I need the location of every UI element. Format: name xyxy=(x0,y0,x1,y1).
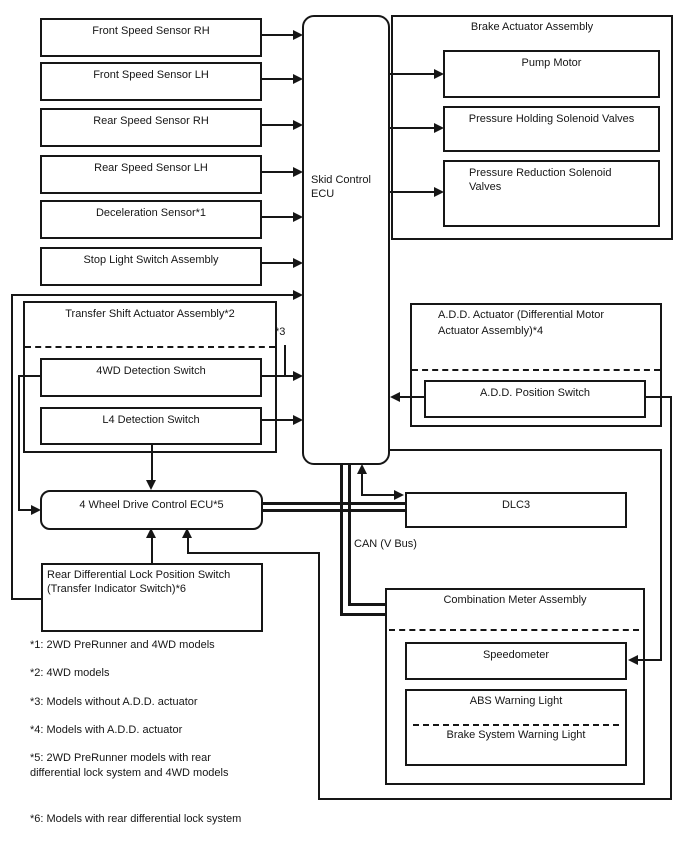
wire-addpos-4wdecu-5 xyxy=(187,552,320,554)
arrowhead-l4-detection-skid xyxy=(293,415,303,425)
transfer-shift-actuator-assembly-box: Transfer Shift Actuator Assembly*2 xyxy=(23,301,277,453)
star3-label: *3 xyxy=(275,326,286,338)
wire-reardiff-4wdecu xyxy=(151,537,153,563)
wire-rear-speed-lh xyxy=(262,171,293,173)
transfer-assembly-divider xyxy=(25,346,275,348)
arrowhead-front-speed-lh xyxy=(293,74,303,84)
wire-addpos-4wdecu-6 xyxy=(187,537,189,554)
dlc3-box: DLC3 xyxy=(405,492,627,528)
wire-skid-speedo-top xyxy=(390,449,662,451)
arrowhead-skid-dlc3-up xyxy=(357,464,367,474)
note-3: *3: Models without A.D.D. actuator xyxy=(30,696,198,708)
front-speed-sensor-rh-box: Front Speed Sensor RH xyxy=(40,18,262,57)
pressure-reduction-valves-label: Pressure Reduction Solenoid Valves xyxy=(469,167,612,193)
wire-front-speed-lh xyxy=(262,78,293,80)
front-speed-sensor-lh-box: Front Speed Sensor LH xyxy=(40,62,262,101)
arrowhead-addpos-4wdecu xyxy=(182,528,192,538)
star3-tick xyxy=(284,345,286,376)
wire-stop-light-switch xyxy=(262,262,293,264)
arrowhead-4wd-detection-skid xyxy=(293,371,303,381)
add-actuator-divider xyxy=(412,369,660,371)
wire-4wddet-4wdecu-top xyxy=(18,375,42,377)
wire-addpos-4wdecu-1 xyxy=(646,396,672,398)
arrowhead-reardiff-4wdecu xyxy=(146,528,156,538)
warning-lights-divider xyxy=(413,724,619,726)
abs-warning-light-label: ABS Warning Light xyxy=(469,695,563,707)
wire-deceleration-sensor xyxy=(262,216,293,218)
wire-addpos-4wdecu-2 xyxy=(670,396,672,800)
pressure-holding-valves-box: Pressure Holding Solenoid Valves xyxy=(443,106,660,152)
arrowhead-4wddet-4wdecu xyxy=(31,505,41,515)
can-bus-vertical-2 xyxy=(348,465,351,606)
arrowhead-rear-speed-lh xyxy=(293,167,303,177)
wire-4wd-detection-skid xyxy=(262,375,293,377)
can-bus-bend-2 xyxy=(340,613,386,616)
combination-meter-assembly-box: Combination Meter Assembly xyxy=(385,588,645,785)
wire-addpos-4wdecu-3 xyxy=(318,798,672,800)
wire-pump-motor xyxy=(390,73,434,75)
wire-reardiff-skid-top xyxy=(11,294,293,296)
wire-reardiff-skid-bottom xyxy=(11,598,41,600)
brake-system-warning-light-label: Brake System Warning Light xyxy=(446,729,586,741)
note-2: *2: 4WD models xyxy=(30,667,110,679)
add-actuator-title: A.D.D. Actuator (Differential Motor Actuator Assembly)*4 xyxy=(438,309,605,337)
rear-speed-sensor-rh-box: Rear Speed Sensor RH xyxy=(40,108,262,147)
arrowhead-stop-light xyxy=(293,258,303,268)
stop-light-switch-box: Stop Light Switch Assembly xyxy=(40,247,262,286)
deceleration-sensor-box: Deceleration Sensor*1 xyxy=(40,200,262,239)
arrowhead-speedometer xyxy=(628,655,638,665)
note-5: *5: 2WD PreRunner models with rear differential lock system and 4WD models xyxy=(30,752,229,779)
wire-front-speed-rh xyxy=(262,34,293,36)
arrowhead-transfer-4wdecu xyxy=(146,480,156,490)
wire-skid-speedo-elbow xyxy=(637,659,662,661)
wire-addpos-4wdecu-4 xyxy=(318,552,320,800)
pump-motor-box: Pump Motor xyxy=(443,50,660,98)
note-6: *6: Models with rear differential lock system xyxy=(30,813,242,825)
arrowhead-skid-dlc3-right xyxy=(394,490,404,500)
l4-detection-switch-box: L4 Detection Switch xyxy=(40,407,262,445)
warning-lights-box xyxy=(405,689,627,766)
can-bus-bend-1 xyxy=(348,603,386,606)
can-bus-vertical-1 xyxy=(340,465,343,616)
can-bus-label: CAN (V Bus) xyxy=(354,538,417,550)
arrowhead-rear-speed-rh xyxy=(293,120,303,130)
note-1: *1: 2WD PreRunner and 4WD models xyxy=(30,639,215,651)
wire-skid-speedo-vertical xyxy=(660,449,662,661)
wire-pressure-reduction xyxy=(390,191,434,193)
four-wheel-drive-control-ecu-box: 4 Wheel Drive Control ECU*5 xyxy=(40,490,263,530)
skid-control-ecu-label: Skid Control ECU xyxy=(311,174,371,200)
arrowhead-front-speed-rh xyxy=(293,30,303,40)
arrowhead-addpos-skid xyxy=(390,392,400,402)
wire-reardiff-skid-vertical xyxy=(11,294,13,600)
4wd-detection-switch-box: 4WD Detection Switch xyxy=(40,358,262,397)
add-position-switch-box: A.D.D. Position Switch xyxy=(424,380,646,418)
can-bus-horizontal-1 xyxy=(263,502,405,505)
arrowhead-pump-motor xyxy=(434,69,444,79)
arrowhead-reardiff-skid xyxy=(293,290,303,300)
wire-rear-speed-rh xyxy=(262,124,293,126)
combination-meter-divider xyxy=(389,629,639,631)
wire-4wddet-4wdecu-bottom xyxy=(18,509,32,511)
wire-addpos-skid xyxy=(399,396,424,398)
arrowhead-pressure-reduction xyxy=(434,187,444,197)
wire-pressure-holding xyxy=(390,127,434,129)
brake-actuator-assembly-box: Brake Actuator Assembly xyxy=(391,15,673,240)
rear-diff-lock-switch-box xyxy=(41,563,263,632)
rear-speed-sensor-lh-box: Rear Speed Sensor LH xyxy=(40,155,262,194)
can-bus-horizontal-2 xyxy=(263,509,405,512)
wire-l4-detection-skid xyxy=(262,419,293,421)
speedometer-box: Speedometer xyxy=(405,642,627,680)
rear-diff-lock-switch-label: Rear Differential Lock Position Switch (Transfer Indicator Switch)*6 xyxy=(47,569,231,595)
pressure-reduction-valves-box xyxy=(443,160,660,227)
wire-skid-dlc3-vertical xyxy=(361,473,363,496)
skid-control-ecu-box xyxy=(302,15,390,465)
wire-4wddet-4wdecu-vertical xyxy=(18,375,20,511)
arrowhead-deceleration xyxy=(293,212,303,222)
wire-skid-dlc3-horizontal xyxy=(361,494,394,496)
wire-transfer-4wdecu xyxy=(151,445,153,482)
note-4: *4: Models with A.D.D. actuator xyxy=(30,724,183,736)
arrowhead-pressure-holding xyxy=(434,123,444,133)
